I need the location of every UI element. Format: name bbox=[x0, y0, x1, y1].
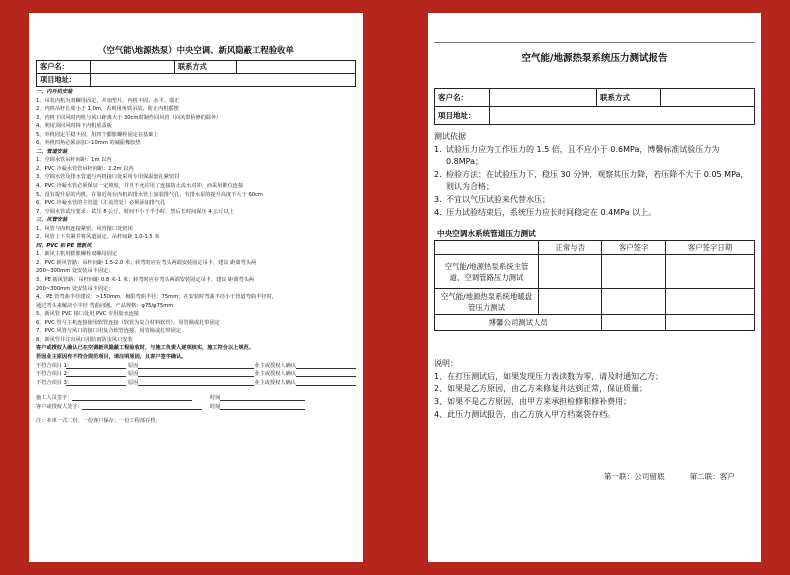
normal-cell[interactable] bbox=[539, 289, 602, 315]
section-heading: 二、管道安装 bbox=[36, 148, 68, 155]
tester-cell[interactable] bbox=[602, 315, 665, 331]
signature-field[interactable] bbox=[72, 394, 192, 401]
reason-label: 原因 bbox=[128, 362, 139, 369]
customer-info-table bbox=[36, 60, 356, 87]
contact-label: 联系方式 bbox=[175, 61, 237, 74]
acceptance-items bbox=[36, 88, 356, 426]
table-row-label: 空气能/地源热泵系统主管道、空调管路压力测试 bbox=[435, 255, 539, 289]
checklist-item: 4、 PE 管弯曲半径建议：>150mm，极限弯曲半径：75mm；在安装时弯曲半径小于管道弯曲半径时， bbox=[36, 294, 277, 301]
reason-label: 原因 bbox=[128, 371, 139, 378]
checklist-item: 6、PVC 冷凝水管的主管道（汇流管处）必须添加排气孔 bbox=[36, 200, 166, 207]
acceptance-form-title: （空气能\地源热泵）中央空调、新风隐蔽工程验收单 bbox=[98, 45, 294, 55]
signature-date-cell[interactable] bbox=[665, 289, 754, 315]
checklist-item: 2、风管上下夹紧并将风道固定，吊杆间距 1.0-1.5 米 bbox=[36, 234, 160, 241]
customer-info-table-right bbox=[434, 88, 755, 125]
note-item: 4、此压力测试报告，由乙方放入甲方档案袋存档。 bbox=[434, 409, 616, 419]
section-heading: 一、内外机安装 bbox=[36, 89, 73, 95]
checklist-item: 3、PE 新风管路：吊杆间距 0.8 米-1 米；转弯时应在弯头两端安装固定吊卡，建议 距离弯头两 bbox=[36, 277, 255, 284]
checklist-item: 4、利用顶回风时拆下内机底盖板 bbox=[36, 123, 112, 130]
checklist-item: 1、新风主机用膨胀螺栓双螺母固定 bbox=[36, 251, 118, 258]
table-row bbox=[435, 255, 755, 289]
table-row bbox=[435, 289, 755, 315]
title-rule bbox=[434, 42, 755, 43]
confirmation-notice: 客户或授权人确认已在空调新风隐蔽工程验收时，与施工负责人逐项核实，施工符合以上规范。 bbox=[36, 345, 254, 352]
reason-field[interactable] bbox=[138, 379, 254, 386]
reason-field[interactable] bbox=[138, 362, 254, 369]
checklist-item: 1、空调水管吊杆间距：1m 以内 bbox=[36, 157, 112, 164]
basis-item bbox=[434, 144, 755, 169]
contact-field[interactable] bbox=[661, 89, 755, 107]
signature-field[interactable] bbox=[82, 403, 202, 410]
basis-text: 检验方法：在试验压力下，稳压 30 分钟，观察其压力降，若压降不大于 0.05 MPa，则认为合格； bbox=[446, 169, 749, 192]
owner-confirm-field[interactable] bbox=[296, 362, 356, 369]
checklist-item: 8、新风竖井注出风口用防雨防虫风口安装 bbox=[36, 336, 133, 343]
pressure-test-title: 空气能/地源热泵系统压力测试报告 bbox=[521, 53, 668, 64]
table-header-signature: 客户签字 bbox=[602, 241, 665, 255]
checklist-item: 7、空调水管试压要求：试压 8 公斤，时间不小于半小时，然后长时间保压 4 公斤以上 bbox=[36, 208, 235, 215]
form-footnote: 注：本单一式二份，一份客户保存；一份工程部存档。 bbox=[36, 418, 161, 425]
checklist-item: 5、没有提升泵的内机，在靠近每台内机的排水管上加装排气孔，有排水泵的提升高度不大于 60cm bbox=[36, 191, 263, 198]
notes-list bbox=[434, 371, 755, 421]
note-item: 3、如果不是乙方原因，由甲方来承担检修和修补费用； bbox=[434, 396, 632, 406]
note-item: 2、如果是乙方原因，由乙方来修复并达到正常，保证质量； bbox=[434, 384, 648, 394]
basis-number: 3. bbox=[434, 194, 442, 204]
basis-item bbox=[434, 207, 755, 220]
project-address-label: 项目地址： bbox=[37, 74, 91, 87]
section-heading: 三、风管安装 bbox=[36, 217, 68, 224]
copy-label-customer: 第二联：客户 bbox=[689, 472, 735, 482]
test-basis-title: 测试依据 bbox=[434, 132, 466, 141]
section-heading: 四、PVC 和 PE 管新风 bbox=[36, 242, 92, 249]
pressure-table-title: 中央空调水系统管道压力测试 bbox=[437, 229, 536, 239]
checklist-item: 7、PVC 风管与风口的接口用复合软管连接、用管箍或扎带固定 bbox=[36, 328, 181, 335]
checklist-item: 200~300mm 处安装吊卡固定； bbox=[36, 268, 114, 275]
signature-date-cell[interactable] bbox=[665, 255, 754, 289]
checklist-item: 5、外机固定平稳丰固，用四个膨胀螺栓固定在基础上 bbox=[36, 131, 159, 138]
time-field[interactable] bbox=[220, 394, 305, 401]
nonconform-field[interactable] bbox=[66, 370, 126, 377]
basis-text: 压力试验结束后，系统压力应长时间稳定在 0.4MPa 以上。 bbox=[446, 207, 657, 217]
basis-number: 2. bbox=[434, 169, 442, 179]
owner-confirm-label: 业主或授权人确认 bbox=[254, 362, 296, 369]
checklist-item: 6、外机四角必须添加＞10mm 的减振橡胶垫 bbox=[36, 140, 141, 147]
project-address-label: 项目地址： bbox=[435, 107, 490, 125]
signature-row bbox=[36, 403, 356, 412]
copy-label-company: 第一联：公司留底 bbox=[603, 472, 665, 482]
checklist-item: 6、PVC 管与主机连接使用软管连接（软管为复合材料软管）、用管箍或扎带固定 bbox=[36, 319, 220, 326]
table-header-blank bbox=[435, 241, 539, 255]
basis-item bbox=[434, 169, 755, 194]
basis-number: 1. bbox=[434, 144, 442, 154]
tester-label: 博馨公司测试人员 bbox=[435, 315, 602, 331]
signature-label: 客户或授权人签字： bbox=[36, 403, 83, 410]
signature-label: 施工人员签字： bbox=[36, 395, 73, 402]
project-address-field[interactable] bbox=[91, 74, 356, 87]
nonconform-label: 不符合项目 3： bbox=[36, 379, 73, 386]
note-item: 1、在打压测试后，如果发现压力表读数为零，请及时通知乙方； bbox=[434, 371, 664, 381]
reason-label: 原因 bbox=[128, 379, 139, 386]
nonconform-field[interactable] bbox=[66, 379, 126, 386]
checklist-item: 4、PVC 冷凝水管必须保证一定坡度，并且不允许用了连接防止流水对冲，而采用锥位连接 bbox=[36, 183, 244, 190]
owner-confirm-label: 业主或授权人确认 bbox=[254, 371, 296, 378]
acceptance-form-page bbox=[29, 13, 363, 562]
test-basis-list bbox=[434, 144, 755, 220]
checklist-item: 1、风管与内机连接紧密，风管接口处密闭 bbox=[36, 225, 133, 232]
owner-confirm-field[interactable] bbox=[296, 379, 356, 386]
basis-number: 4. bbox=[434, 207, 442, 217]
nonconform-row bbox=[36, 362, 356, 371]
checklist-item: 2、PVC 冷凝水管管吊杆间距：1.2m 以内 bbox=[36, 165, 134, 172]
checklist-item: 2、内机吊杆长度小于 1.0m，否则用角铁吊装，防止内机摇摆 bbox=[36, 106, 179, 113]
confirmation-notice: 若因业主原因有不符合规范项目，请注明原因，且客户签字确认。 bbox=[36, 353, 187, 360]
notes-title: 说明： bbox=[434, 359, 458, 369]
table-header-signature-date: 客户签字日期 bbox=[665, 241, 754, 255]
basis-text: 试验压力应为工作压力的 1.5 倍，且不应小于 0.6MPa，博馨标准试验压力为 0.8MPa； bbox=[446, 144, 720, 167]
contact-label: 联系方式 bbox=[597, 89, 661, 107]
signature-cell[interactable] bbox=[602, 289, 665, 315]
tester-date-cell[interactable] bbox=[665, 315, 754, 331]
time-label: 时间 bbox=[210, 403, 221, 410]
owner-confirm-field[interactable] bbox=[296, 370, 356, 377]
customer-name-field[interactable] bbox=[490, 89, 597, 107]
table-row-label: 空气能/地源热泵系统地暖盘管压力测试 bbox=[435, 289, 539, 315]
customer-name-field[interactable] bbox=[91, 61, 175, 74]
pressure-test-page bbox=[428, 13, 761, 562]
checklist-item: 200~300mm 处安装吊卡固定； bbox=[36, 285, 114, 292]
contact-field[interactable] bbox=[237, 61, 356, 74]
signature-row bbox=[36, 394, 356, 403]
reason-field[interactable] bbox=[138, 370, 254, 377]
checklist-item: 1、吊装内机为双螺母固定，并加垫片，内机丰固、水平、端正 bbox=[36, 97, 180, 104]
table-header-normal: 正常与否 bbox=[539, 241, 602, 255]
customer-name-label: 客户名： bbox=[435, 89, 490, 107]
nonconform-label: 不符合项目 2： bbox=[36, 371, 73, 378]
basis-text: 不宜以气压试验来代替水压； bbox=[446, 194, 550, 204]
nonconform-field[interactable] bbox=[66, 362, 126, 369]
table-row bbox=[435, 315, 755, 331]
checklist-item: 5、新风管 PVC 接口处用 PVC 专用胶水连接 bbox=[36, 311, 140, 318]
checklist-item: 3、内机下回风时内机与风口距离大于 30cm时制作回风管（回风带检修的除外） bbox=[36, 114, 222, 121]
customer-name-label: 客户名： bbox=[37, 61, 91, 74]
time-label: 时间 bbox=[210, 395, 221, 402]
checklist-item: 通过弯头来解决小半径 弯曲问题。产品规格：φ75/φ75mm bbox=[36, 302, 174, 309]
owner-confirm-label: 业主或授权人确认 bbox=[254, 379, 296, 386]
signature-cell[interactable] bbox=[602, 255, 665, 289]
copy-labels bbox=[434, 471, 755, 482]
nonconform-label: 不符合项目 1： bbox=[36, 362, 73, 369]
checklist-item: 3、空调水管及排水管道与内机接口处采用专用保温套扎紧密封 bbox=[36, 174, 180, 181]
pressure-test-table bbox=[434, 240, 755, 331]
basis-item bbox=[434, 194, 755, 207]
project-address-field[interactable] bbox=[490, 107, 755, 125]
time-field[interactable] bbox=[220, 403, 305, 410]
normal-cell[interactable] bbox=[539, 255, 602, 289]
nonconform-row bbox=[36, 370, 356, 379]
nonconform-row bbox=[36, 379, 356, 388]
checklist-item: 2、PVC 新风管路：吊杆间距 1.5-2.0 米；转弯时应在弯头两端安装固定吊卡，建议 距离弯头两 bbox=[36, 259, 257, 266]
